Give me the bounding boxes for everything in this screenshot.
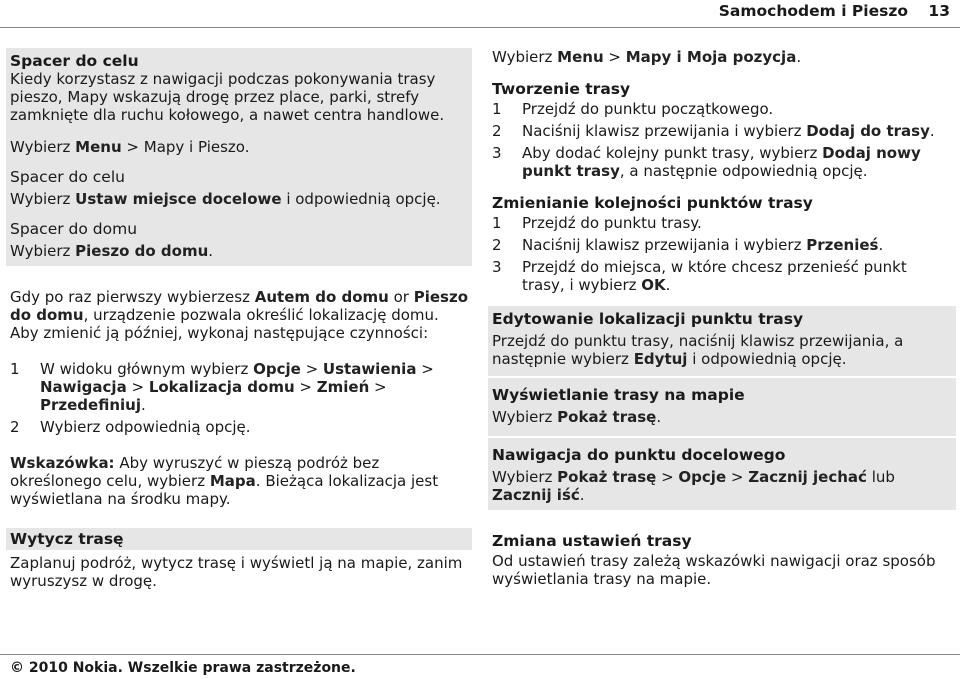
create-route-title: Tworzenie trasy (492, 80, 631, 98)
list-item: 2 Naciśnij klawisz przewijania i wybierz Przenieś. (492, 236, 884, 254)
route-title: Wytycz trasę (6, 528, 472, 550)
show-route-title: Wyświetlanie trasy na mapie (492, 386, 745, 404)
walk-box (6, 48, 472, 266)
navigate-text: Wybierz Pokaż trasę > Opcje > Zacznij jechać lub Zacznij iść. (492, 468, 895, 504)
settings-section (488, 532, 956, 588)
create-route-section (488, 80, 956, 180)
create-route-steps (492, 100, 952, 180)
walk-home-title: Spacer do domu (10, 220, 138, 238)
list-item: 1 Przejdź do punktu początkowego. (492, 100, 774, 118)
copyright-footer: © 2010 Nokia. Wszelkie prawa zastrzeżone. (0, 654, 960, 679)
reorder-section (488, 194, 956, 294)
list-item: 3 Przejdź do miejsca, w które chcesz przenieść punkt trasy, i wybierz OK. (492, 258, 907, 294)
edit-title: Edytowanie lokalizacji punktu trasy (492, 310, 804, 328)
list-item: 1 Przejdź do punktu trasy. (492, 214, 702, 232)
page-number: 13 (928, 2, 950, 20)
home-steps (6, 360, 472, 436)
tip-paragraph: Wskazówka: Aby wyruszyć w pieszą podróż bez określonego celu, wybierz Mapa. Bieżąca lokalizacja jest wyświetlana na środku mapy. (10, 454, 439, 508)
list-item: 2 Naciśnij klawisz przewijania i wybierz Dodaj do trasy. (492, 122, 935, 140)
reorder-title: Zmienianie kolejności punktów trasy (492, 194, 813, 212)
route-box (488, 306, 956, 510)
settings-text: Od ustawień trasy zależą wskazówki nawigacji oraz sposób wyświetlania trasy na mapie. (492, 552, 936, 588)
list-item: 1 W widoku głównym wybierz Opcje > Ustawienia > Nawigacja > Lokalizacja domu > Zmień > Przedefiniuj. (10, 360, 434, 414)
walk-to-dest-title: Spacer do celu (10, 168, 125, 186)
walk-intro: Kiedy korzystasz z nawigacji podczas pokonywania trasy pieszo, Mapy wskazują drogę przez place, parki, strefy zamknięte dla ruchu kołowego, a nawet centra handlowe. (10, 70, 445, 124)
page-header (0, 0, 960, 28)
navigate-title: Nawigacja do punktu docelowego (492, 446, 786, 464)
route-text: Zaplanuj podróż, wytycz trasę i wyświetl ją na mapie, zanim wyruszysz w drogę. (10, 554, 463, 590)
settings-title: Zmiana ustawień trasy (492, 532, 692, 550)
left-column (6, 48, 472, 590)
walk-home-text: Wybierz Pieszo do domu. (10, 242, 214, 260)
section-title: Samochodem i Pieszo (718, 2, 908, 20)
route-section (6, 528, 472, 590)
edit-text: Przejdź do punktu trasy, naciśnij klawisz przewijania, a następnie wybierz Edytuj i odpowiednią opcję. (492, 332, 904, 368)
walk-to-dest-text: Wybierz Ustaw miejsce docelowe i odpowiednią opcję. (10, 190, 441, 208)
list-item: 2 Wybierz odpowiednią opcję. (10, 418, 251, 436)
right-column (488, 48, 956, 588)
list-item: 3 Aby dodać kolejny punkt trasy, wybierz Dodaj nowy punkt trasy, a następnie odpowiednią opcję. (492, 144, 921, 180)
reorder-steps (492, 214, 952, 294)
walk-select: Wybierz Menu > Mapy i Pieszo. (10, 138, 250, 156)
map-select: Wybierz Menu > Mapy i Moja pozycja. (492, 48, 802, 66)
home-paragraph: Gdy po raz pierwszy wybierzesz Autem do domu or Pieszo do domu, urządzenie pozwala określić lokalizację domu. Aby zmienić ją później, wykonaj następujące czynności: (10, 288, 469, 342)
walk-box-title: Spacer do celu (10, 52, 139, 70)
show-route-text: Wybierz Pokaż trasę. (492, 408, 662, 426)
